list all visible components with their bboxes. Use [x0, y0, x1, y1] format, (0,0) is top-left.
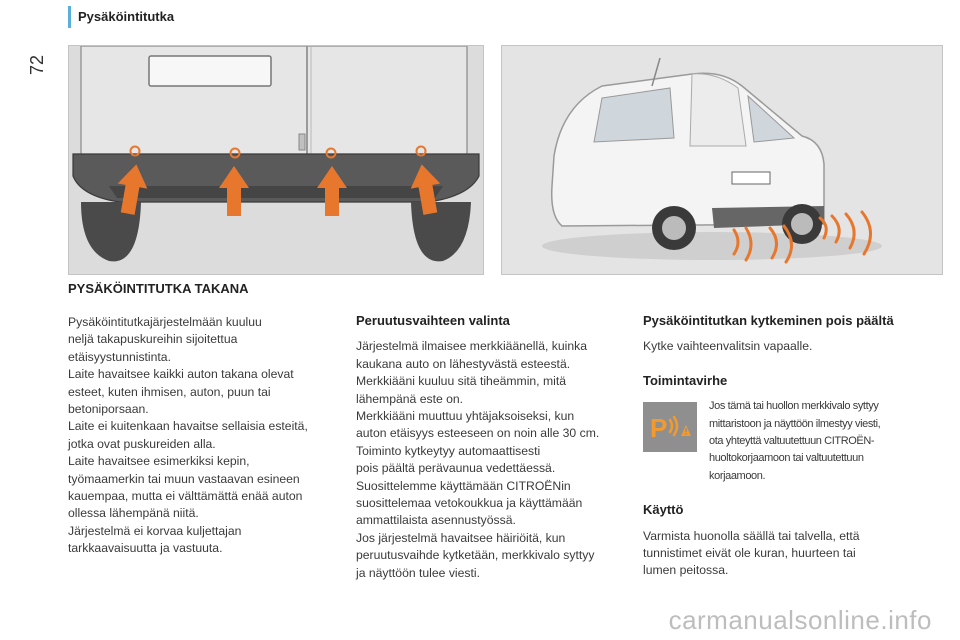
svg-text:P: P [650, 413, 668, 443]
column-right [643, 312, 933, 580]
warning-block [643, 398, 933, 485]
usage-title: Käyttö [643, 502, 684, 518]
reverse-gear-title: Peruutusvaihteen valinta [356, 313, 510, 328]
malfunction-title: Toimintavirhe [643, 372, 728, 388]
intro-text: Pysäköintitutkajärjestelmään kuuluu neljä takapuskureihin sijoitettua etäisyystunnistinta. Laite havaitsee kaikki auton takana olevat esteet, kuten ihmisen, auton, puun tai betoniporsaan. Laite ei kuitenkaan havaitse sellaisia esteitä, jotka ovat puskureiden alla. Laite havaitsee esimerkiksi kepin, työmaamerkin tai muun vastaavan esineen kauempaa, mutta ei välttämättä enää auton ollessa lähempänä niitä. Järjestelmä ei korvaa kuljettajan tarkkaavaisuutta ja vastuuta. [68, 315, 308, 556]
section-title: PYSÄKÖINTITUTKA TAKANA [68, 281, 249, 296]
header-title: Pysäköintitutka [78, 9, 175, 24]
disable-text: Kytke vaihteenvalitsin vapaalle. [643, 339, 813, 354]
rear-bumper-illustration [68, 45, 484, 275]
warning-text: Jos tämä tai huollon merkkivalo syttyy mittaristoon ja näyttöön ilmestyy viesti, ota yhteyttä valtuutettuun CITROËN- huoltokorjaamoon tai valtuutettuun korjaamoon. [709, 400, 881, 482]
page-number: 72 [27, 54, 47, 76]
disable-title: Pysäköintitutkan kytkeminen pois päältä [643, 313, 894, 328]
header-accent-bar [68, 6, 71, 28]
van-sensor-illustration [501, 45, 943, 275]
usage-text: Varmista huonolla säällä tai talvella, että tunnistimet eivät ole kuran, huurteen tai lumen peitossa. [643, 528, 860, 578]
rear-bumper-drawing [69, 46, 483, 274]
van-drawing [502, 46, 942, 274]
parking-sensor-fault-icon [643, 402, 697, 452]
watermark: carmanualsonline.info [668, 605, 932, 635]
reverse-gear-text: Järjestelmä ilmaisee merkkiäänellä, kuinka kaukana auto on lähestyvästä esteestä. Merkkiääni kuuluu sitä tiheämmin, mitä lähempänä este on. Merkkiääni muuttuu yhtäjaksoiseksi, kun auton etäisyys esteeseen on noin alle 30 cm. Toiminto kytkeytyy automaattisesti pois päältä perävaunua vedettäessä. Suosittelemme käyttämään CITROËNin suosittelemaa vetokoukkua ja käyttämään ammattilaista asennustyössä. Jos järjestelmä havaitsee häiriöitä, kun peruutusvaihde kytketään, merkkivalo syttyy ja näyttöön tulee viesti. [356, 339, 600, 580]
column-reverse-gear [356, 312, 636, 582]
column-intro [68, 314, 358, 558]
